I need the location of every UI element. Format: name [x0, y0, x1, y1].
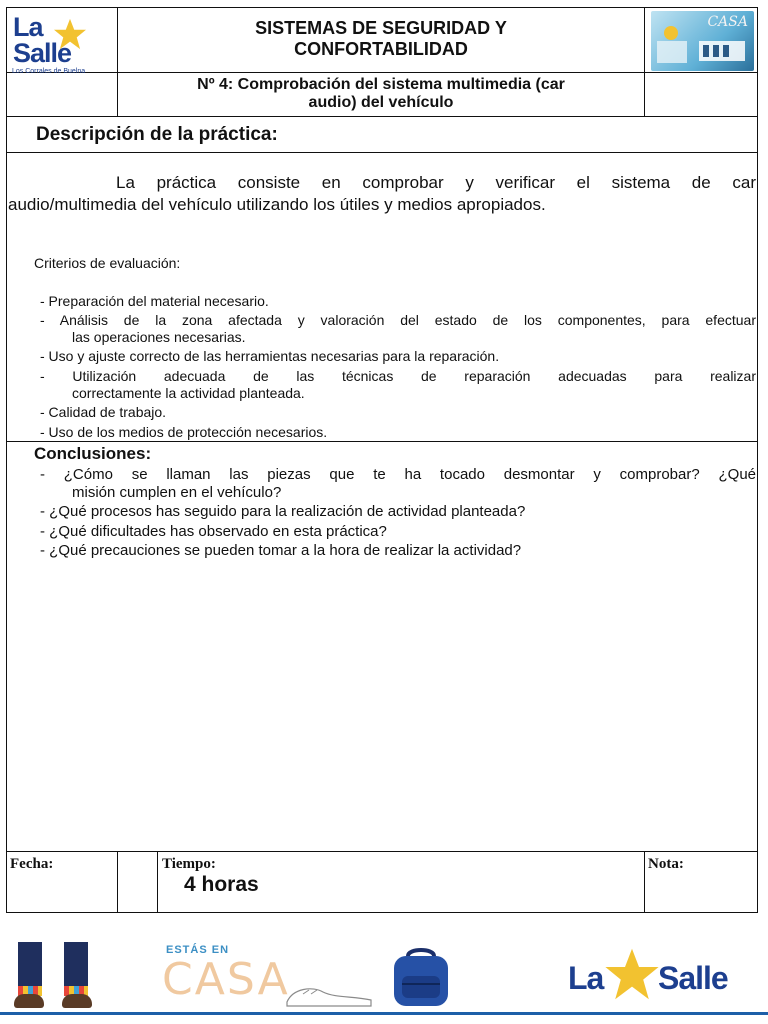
- footer-divider-1: [117, 851, 118, 913]
- tiempo-label: Tiempo:: [162, 856, 216, 872]
- criteria-item: - Preparación del material necesario.: [40, 293, 269, 309]
- estas-en-casa-banner: [0, 930, 768, 1024]
- module-title-line2: CONFORTABILIDAD: [294, 39, 468, 59]
- backpack-icon: [386, 946, 456, 1010]
- criteria-item: - Uso de los medios de protección necesarios.: [40, 424, 328, 440]
- logo-subtitle: Los Corrales de Buelna: [12, 68, 86, 75]
- practice-title-line2: audio) del vehículo: [308, 94, 454, 111]
- conclusions-heading: Conclusiones:: [34, 444, 152, 463]
- conclusion-question: - ¿Cómo se llaman las piezas que te ha tocado desmontar y comprobar? ¿Qué misión cumplen en el vehículo?: [40, 466, 756, 501]
- conclusions-divider: [6, 441, 758, 442]
- conclusion-question: - ¿Qué precauciones se pueden tomar a la hora de realizar la actividad?: [40, 542, 522, 559]
- logo-la-text: La: [13, 12, 43, 42]
- estas-en-text: ESTÁS EN: [166, 944, 230, 956]
- description-heading: Descripción de la práctica:: [36, 124, 278, 145]
- casa-text: CASA: [162, 954, 290, 1005]
- criteria-item: - Uso y ajuste correcto de las herramientas necesarias para la reparación.: [40, 348, 500, 364]
- corner-image-text: CASA: [707, 14, 748, 30]
- nota-label: Nota:: [648, 856, 684, 872]
- criteria-item: - Utilización adecuada de las técnicas de reparación adecuadas para realizar correctamente la actividad planteada.: [40, 368, 756, 401]
- star-icon: [604, 946, 660, 1002]
- criteria-heading: Criterios de evaluación:: [34, 255, 181, 271]
- logo-salle-text: Salle: [13, 38, 72, 68]
- module-title-line1: SISTEMAS DE SEGURIDAD Y: [255, 18, 507, 38]
- header-divider-right: [644, 7, 645, 116]
- footer-logo-la: La: [568, 960, 604, 996]
- la-salle-logo: [12, 10, 112, 75]
- tiempo-value: 4 horas: [184, 873, 259, 896]
- estas-en-casa-image: [651, 11, 754, 71]
- footer-divider-3: [644, 851, 645, 913]
- conclusion-question: - ¿Qué procesos has seguido para la realización de actividad planteada?: [40, 503, 526, 520]
- footer-logo-salle: Salle: [658, 960, 728, 996]
- banner-baseline: [0, 1012, 768, 1015]
- fecha-label: Fecha:: [10, 856, 54, 872]
- car-illustration-icon: [651, 11, 754, 71]
- la-salle-footer-logo: [568, 946, 754, 1002]
- description-line2: audio/multimedia del vehículo utilizando los útiles y medios apropiados.: [8, 195, 546, 214]
- criteria-item: - Calidad de trabajo.: [40, 404, 167, 420]
- sneaker-icon: [283, 980, 375, 1008]
- footer-row-top: [6, 851, 758, 852]
- conclusion-question: - ¿Qué dificultades has observado en esta práctica?: [40, 523, 387, 540]
- practice-title: [118, 76, 644, 112]
- footer-divider-2: [157, 851, 158, 913]
- header-bottom-line: [6, 116, 758, 117]
- description-text: [8, 172, 756, 216]
- criteria-item: - Análisis de la zona afectada y valoración del estado de los componentes, para efectuar las operaciones necesarias.: [40, 312, 756, 345]
- module-title: [118, 18, 644, 60]
- header-row-divider: [6, 72, 758, 73]
- description-heading-line: [6, 152, 758, 153]
- practice-title-line1: Nº 4: Comprobación del sistema multimedia (car: [197, 76, 565, 93]
- description-line1: La práctica consiste en comprobar y verificar el sistema de car: [116, 173, 756, 192]
